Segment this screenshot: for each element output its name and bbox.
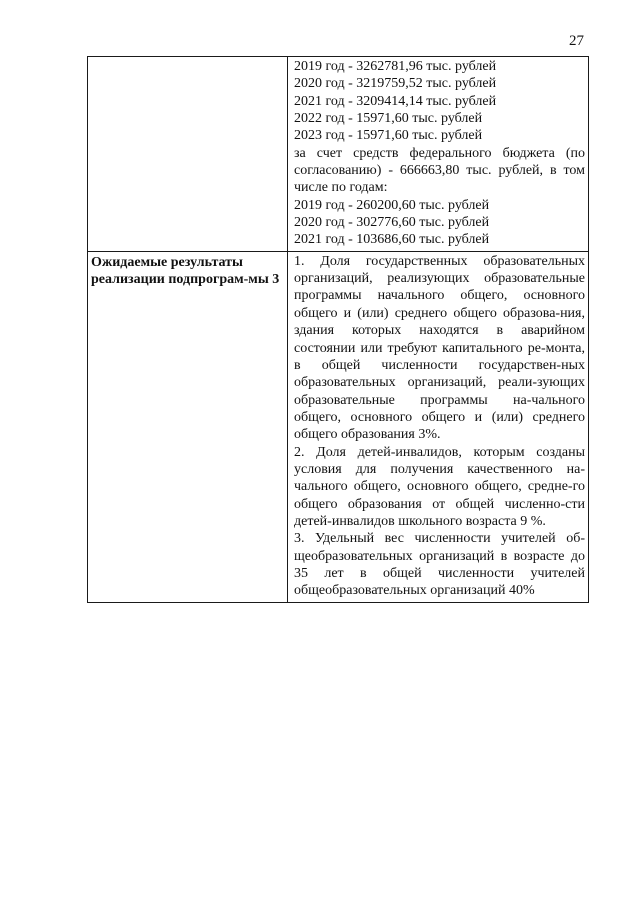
result-item: 3. Удельный вес численности учителей об-щеобразовательных организаций в возрасте до 35 лет в общей численности учителей общеобразовательных организаций 40% <box>294 531 585 599</box>
funding-line: 2019 год - 3262781,96 тыс. рублей <box>294 59 497 74</box>
federal-funding-line: 2021 год - 103686,60 тыс. рублей <box>294 232 490 248</box>
funding-line: 2020 год - 3219759,52 тыс. рублей <box>294 76 497 92</box>
table-row <box>88 57 589 252</box>
funding-line: 2022 год - 15971,60 тыс. рублей <box>294 111 483 127</box>
expected-results-label: Ожидаемые результаты реализации подпрограм-мы 3 <box>88 251 288 602</box>
federal-funding-line: 2019 год - 260200,60 тыс. рублей <box>294 197 490 213</box>
funding-cell <box>288 57 589 252</box>
result-item: 2. Доля детей-инвалидов, которым созданы условия для получения качественного на-чального общего, основного общего, средне-го общего образования от общей численно-сти детей-инвалидов школьного возраста 9 %. <box>294 444 585 529</box>
page-number: 27 <box>569 33 584 49</box>
expected-results-cell <box>288 251 589 602</box>
funding-line: 2021 год - 3209414,14 тыс. рублей <box>294 93 497 109</box>
funding-line: 2023 год - 15971,60 тыс. рублей <box>294 128 483 144</box>
subprogram-table <box>87 56 589 603</box>
table-row <box>88 251 589 602</box>
federal-funding-line: 2020 год - 302776,60 тыс. рублей <box>294 215 490 231</box>
result-item: 1. Доля государственных образовательных организаций, реализующих образовательные программы начального общего, основного общего и (или) среднего общего образова-ния, здания которых находятся в аварийном состоянии или требуют капитального ре-монта, в общей численности государствен-ных образовательных организаций, реали-зующих образовательные программы на-чального общего, основного общего и (или) среднего общего образования 3%. <box>294 253 585 443</box>
row-label-empty <box>88 57 288 252</box>
federal-budget-text: за счет средств федерального бюджета (по согласованию) - 666663,80 тыс. рублей, в том числе по годам: <box>294 145 585 196</box>
